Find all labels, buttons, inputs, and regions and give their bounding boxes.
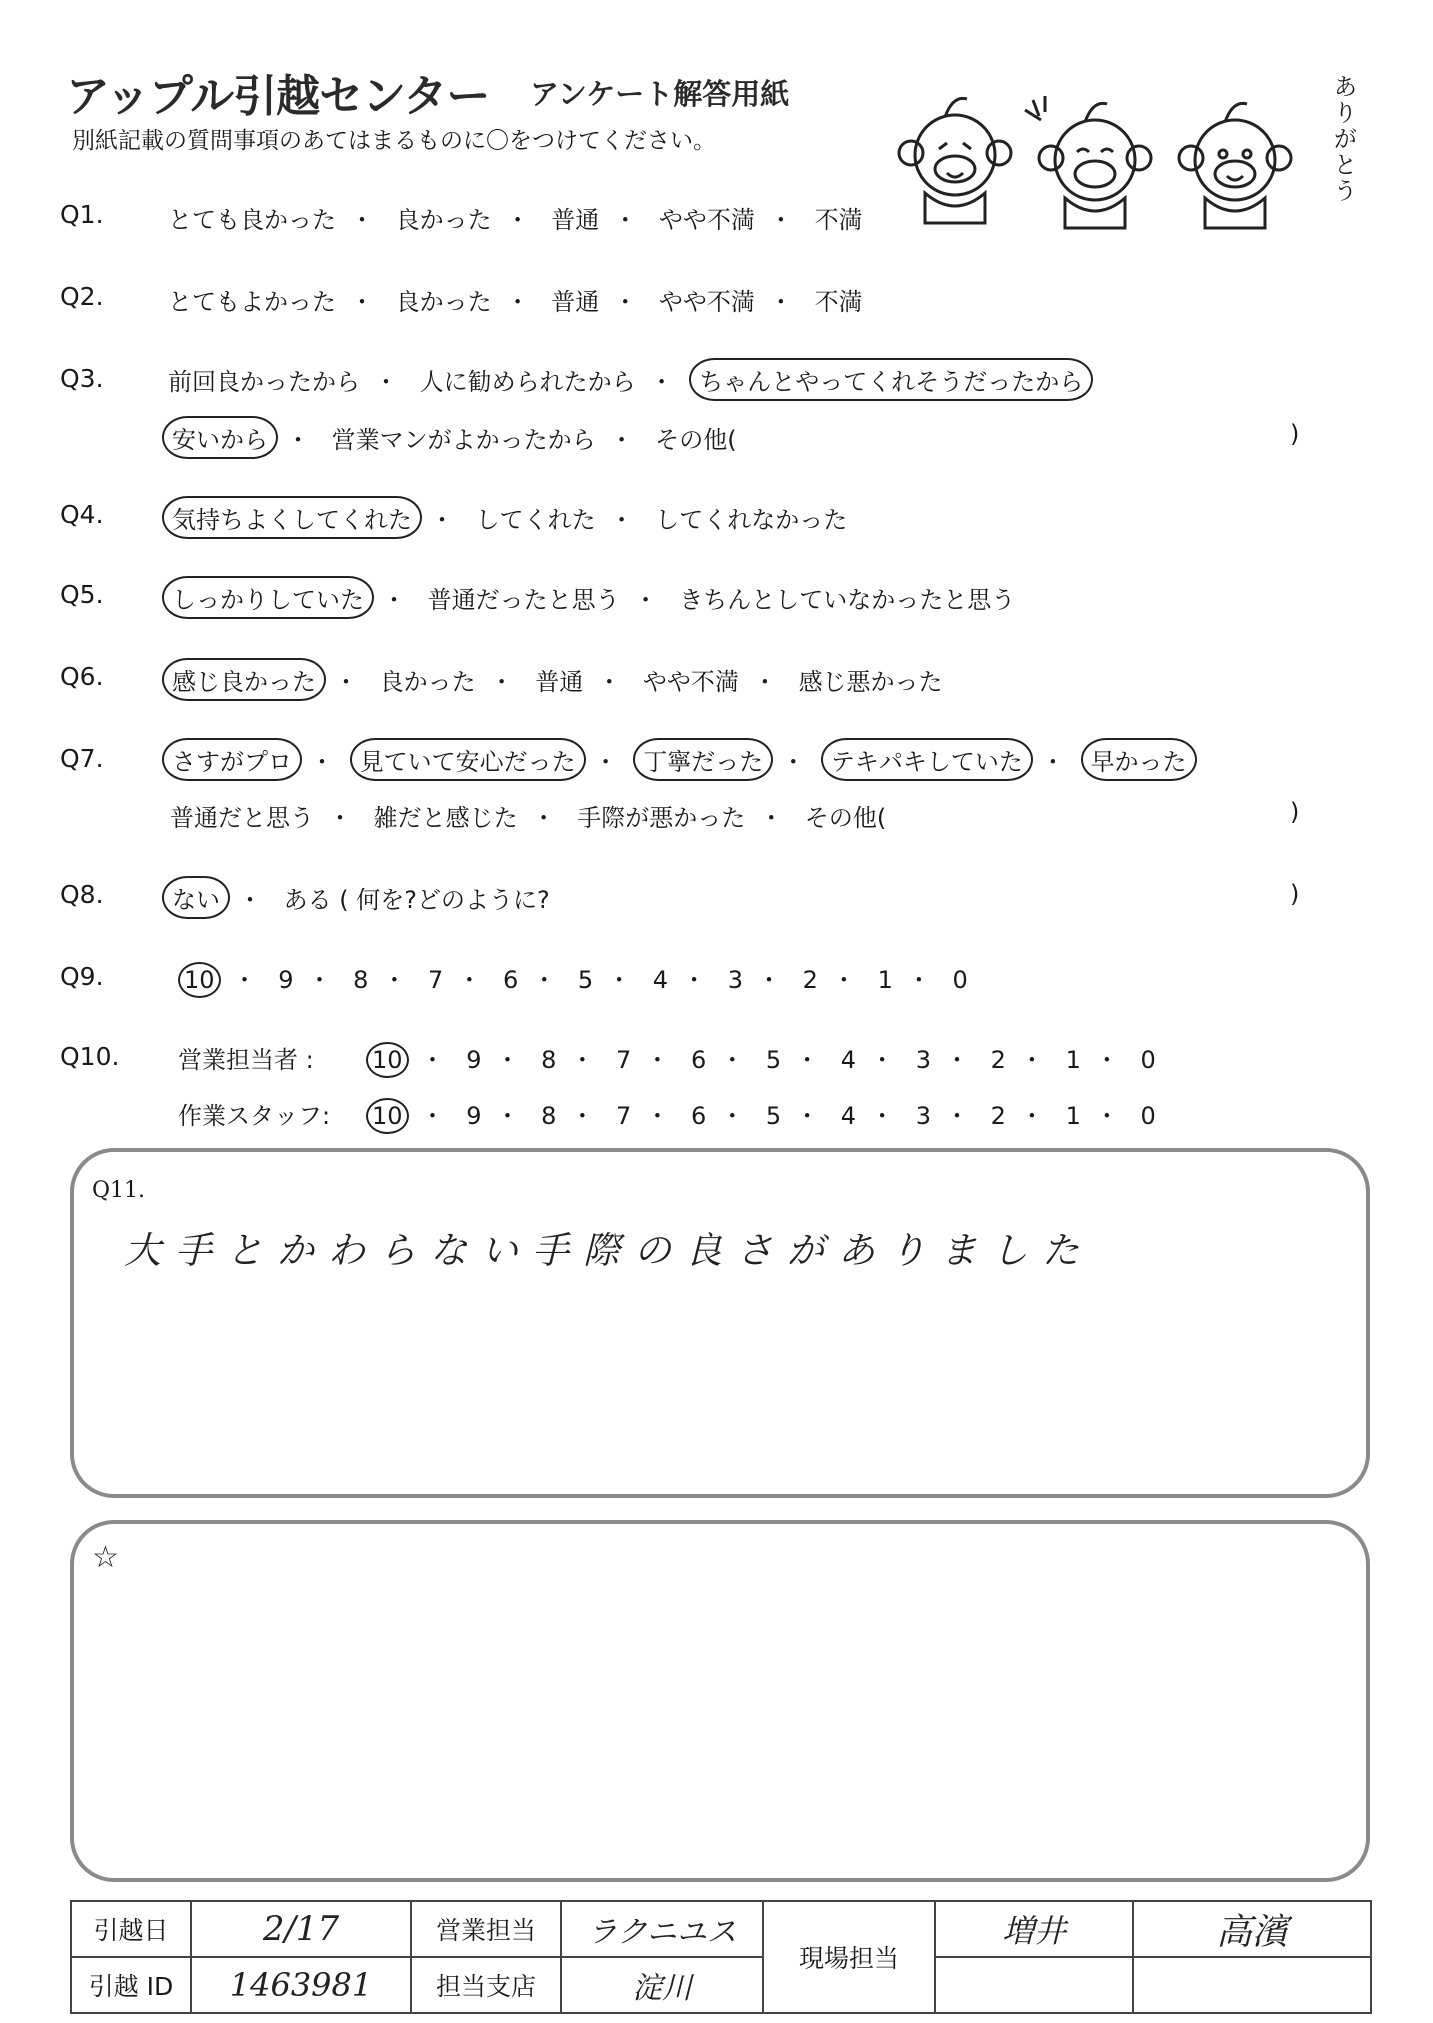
q10-sales-label: 営業担当者 : [178, 1046, 314, 1074]
q8-options: ない ・ ある ( 何を?どのように? [168, 880, 550, 915]
q11-handwritten-answer: 大手とかわらない手際の良さがありました [124, 1229, 1093, 1272]
q10-sales-score-5[interactable]: 5 [765, 1046, 782, 1074]
q6-option-5[interactable]: 感じ悪かった [798, 668, 943, 696]
q2-option-2[interactable]: 良かった [395, 288, 492, 316]
q10-staff-score-4[interactable]: 4 [840, 1102, 857, 1130]
q6-option-2[interactable]: 良かった [379, 668, 476, 696]
q6-options: 感じ良かった ・ 良かった ・ 普通 ・ やや不満 ・ 感じ悪かった [168, 662, 943, 697]
q5-label: Q5. [60, 580, 104, 609]
q8-option-2[interactable]: ある ( 何を?どのように? [283, 886, 550, 914]
q10-staff-score-2[interactable]: 2 [990, 1102, 1006, 1130]
q7-options-row2: 普通だと思う ・ 雑だと感じた ・ 手際が悪かった ・ その他( [170, 798, 886, 833]
q3-options-row2: 安いから ・ 営業マンがよかったから ・ その他( [168, 420, 737, 455]
move-id-value: 1463981 [191, 1957, 411, 2013]
branch-value: 淀川 [561, 1957, 763, 2013]
q3-option-2[interactable]: 人に勧められたから [419, 368, 636, 396]
q3-label: Q3. [60, 364, 104, 393]
q7-option-2-circled[interactable]: 見ていて安心だった [350, 738, 586, 781]
q8-option-1-circled[interactable]: ない [162, 876, 230, 919]
q10-sales-score-0[interactable]: 0 [1140, 1046, 1156, 1074]
document-title: アンケート解答用紙 [530, 77, 790, 111]
q3-option-4-circled[interactable]: 安いから [162, 416, 278, 459]
q7-close-paren: ) [1290, 798, 1300, 826]
q9-score-8[interactable]: 8 [353, 966, 369, 994]
q11-label: Q11. [92, 1178, 146, 1203]
star-label: ☆ [92, 1540, 119, 1575]
q9-score-1[interactable]: 1 [877, 966, 893, 994]
q7-option-1-circled[interactable]: さすがプロ [162, 738, 302, 781]
free-comment-box[interactable] [70, 1520, 1370, 1882]
q1-option-2[interactable]: 良かった [395, 206, 492, 234]
move-id-label: 引越 ID [71, 1957, 191, 2013]
brand-name: アップル引越センター [66, 71, 490, 122]
q1-option-5[interactable]: 不満 [814, 206, 863, 234]
q7-options-row1: さすがプロ ・ 見ていて安心だった ・ 丁寧だった ・ テキパキしていた ・ 早かった [168, 742, 1191, 777]
mascot-monkeys-illustration [880, 60, 1350, 240]
q10-sales-score-2[interactable]: 2 [990, 1046, 1006, 1074]
q1-option-4[interactable]: やや不満 [658, 206, 755, 234]
site-staff-empty-cell-2 [1133, 1957, 1371, 2013]
q10-staff-score-10-circled[interactable]: 10 [366, 1098, 409, 1134]
q7-option-5-circled[interactable]: 早かった [1081, 738, 1197, 781]
q10-sales-score-7[interactable]: 7 [616, 1046, 632, 1074]
q9-scale: 10 ・ 9 ・ 8 ・ 7 ・ 6 ・ 5 ・ 4 ・ 3 ・ 2 ・ 1 ・ 0 [180, 960, 968, 995]
site-staff-value-1: 増井 [935, 1901, 1133, 1957]
q2-options: とてもよかった ・ 良かった ・ 普通 ・ やや不満 ・ 不満 [168, 282, 863, 317]
q10-staff-score-0[interactable]: 0 [1140, 1102, 1156, 1130]
move-date-value: 2/17 [191, 1901, 411, 1957]
q9-score-5[interactable]: 5 [577, 966, 594, 994]
q10-staff-score-9[interactable]: 9 [466, 1102, 482, 1130]
q6-label: Q6. [60, 662, 104, 691]
q7-option-8[interactable]: 手際が悪かった [577, 804, 746, 832]
q8-close-paren: ) [1290, 880, 1300, 908]
q9-score-0[interactable]: 0 [952, 966, 968, 994]
q6-option-1-circled[interactable]: 感じ良かった [162, 658, 326, 701]
site-staff-empty-cell-1 [935, 1957, 1133, 2013]
q10-staff-label: 作業スタッフ: [178, 1102, 331, 1130]
q4-options: 気持ちよくしてくれた ・ してくれた ・ してくれなかった [168, 500, 847, 535]
q3-option-5[interactable]: 営業マンがよかったから [331, 426, 596, 454]
q10-label: Q10. [60, 1042, 120, 1071]
q4-label: Q4. [60, 500, 104, 529]
q1-options: とても良かった ・ 良かった ・ 普通 ・ やや不満 ・ 不満 [168, 200, 863, 235]
q9-score-10-circled[interactable]: 10 [178, 962, 221, 998]
q10-staff-score-5[interactable]: 5 [765, 1102, 782, 1130]
q4-option-3[interactable]: してくれなかった [655, 506, 848, 534]
q3-option-3-circled[interactable]: ちゃんとやってくれそうだったから [689, 358, 1093, 401]
sales-rep-value: ラクニユス [561, 1901, 763, 1957]
q10-sales-score-10-circled[interactable]: 10 [366, 1042, 409, 1078]
q7-option-9[interactable]: その他( [804, 804, 887, 832]
sales-rep-label: 営業担当 [411, 1901, 561, 1957]
q10-sales-score-8[interactable]: 8 [541, 1046, 557, 1074]
q3-close-paren: ) [1290, 420, 1300, 448]
q9-score-2[interactable]: 2 [802, 966, 818, 994]
q6-option-4[interactable]: やや不満 [642, 668, 739, 696]
q10-staff-score-3[interactable]: 3 [915, 1102, 931, 1130]
q2-option-1[interactable]: とてもよかった [168, 288, 336, 316]
q10-staff-score-8[interactable]: 8 [541, 1102, 557, 1130]
q9-score-7[interactable]: 7 [428, 966, 444, 994]
q11-comment-box[interactable] [70, 1148, 1370, 1498]
q10-staff-score-6[interactable]: 6 [690, 1102, 707, 1130]
q7-option-6[interactable]: 普通だと思う [170, 804, 314, 832]
q7-option-3-circled[interactable]: 丁寧だった [633, 738, 773, 781]
q8-label: Q8. [60, 880, 104, 909]
q3-option-6[interactable]: その他( [655, 426, 737, 454]
q10-sales-score-3[interactable]: 3 [915, 1046, 931, 1074]
q10-staff-score-7[interactable]: 7 [616, 1102, 632, 1130]
q3-options-row1: 前回良かったから ・ 人に勧められたから ・ ちゃんとやってくれそうだったから [168, 362, 1087, 397]
q10-staff-score-1[interactable]: 1 [1065, 1102, 1081, 1130]
q5-option-3[interactable]: きちんとしていなかったと思う [679, 586, 1016, 614]
q7-option-4-circled[interactable]: テキパキしていた [821, 738, 1033, 781]
q2-option-4[interactable]: やや不満 [658, 288, 755, 316]
q4-option-1-circled[interactable]: 気持ちよくしてくれた [162, 496, 422, 539]
mascot-thanks-text: ありがとう [1329, 74, 1357, 204]
q9-score-6[interactable]: 6 [502, 966, 519, 994]
site-staff-label: 現場担当 [763, 1901, 935, 2013]
move-date-label: 引越日 [71, 1901, 191, 1957]
q10-sales-scale: 10 ・ 9 ・ 8 ・ 7 ・ 6 ・ 5 ・ 4 ・ 3 ・ 2 ・ 1 ・ 0 [368, 1040, 1156, 1075]
q1-option-1[interactable]: とても良かった [168, 206, 336, 234]
footer-info-table [70, 1900, 1372, 2014]
q2-option-3[interactable]: 普通 [551, 288, 600, 316]
q5-option-1-circled[interactable]: しっかりしていた [162, 576, 374, 619]
q9-score-3[interactable]: 3 [727, 966, 743, 994]
q10-staff-scale: 10 ・ 9 ・ 8 ・ 7 ・ 6 ・ 5 ・ 4 ・ 3 ・ 2 ・ 1 ・ 0 [368, 1096, 1156, 1131]
q10-sales-score-4[interactable]: 4 [840, 1046, 857, 1074]
q9-label: Q9. [60, 962, 104, 991]
q2-option-5[interactable]: 不満 [814, 288, 863, 316]
q1-option-3[interactable]: 普通 [551, 206, 600, 234]
q5-options: しっかりしていた ・ 普通だったと思う ・ きちんとしていなかったと思う [168, 580, 1015, 615]
q7-label: Q7. [60, 744, 104, 773]
q5-option-2[interactable]: 普通だったと思う [427, 586, 620, 614]
q10-sales-score-6[interactable]: 6 [690, 1046, 707, 1074]
q4-option-2[interactable]: してくれた [475, 506, 596, 534]
q9-score-4[interactable]: 4 [652, 966, 669, 994]
q2-label: Q2. [60, 282, 104, 311]
instruction-text: 別紙記載の質問事項のあてはまるものに〇をつけてください。 [72, 128, 716, 154]
q9-score-9[interactable]: 9 [278, 966, 294, 994]
branch-label: 担当支店 [411, 1957, 561, 2013]
site-staff-value-2: 高濱 [1133, 1901, 1371, 1957]
q10-sales-score-1[interactable]: 1 [1065, 1046, 1081, 1074]
q6-option-3[interactable]: 普通 [535, 668, 584, 696]
q10-sales-score-9[interactable]: 9 [466, 1046, 482, 1074]
q7-option-7[interactable]: 雑だと感じた [373, 804, 518, 832]
q1-label: Q1. [60, 200, 104, 229]
q3-option-1[interactable]: 前回良かったから [168, 368, 360, 396]
